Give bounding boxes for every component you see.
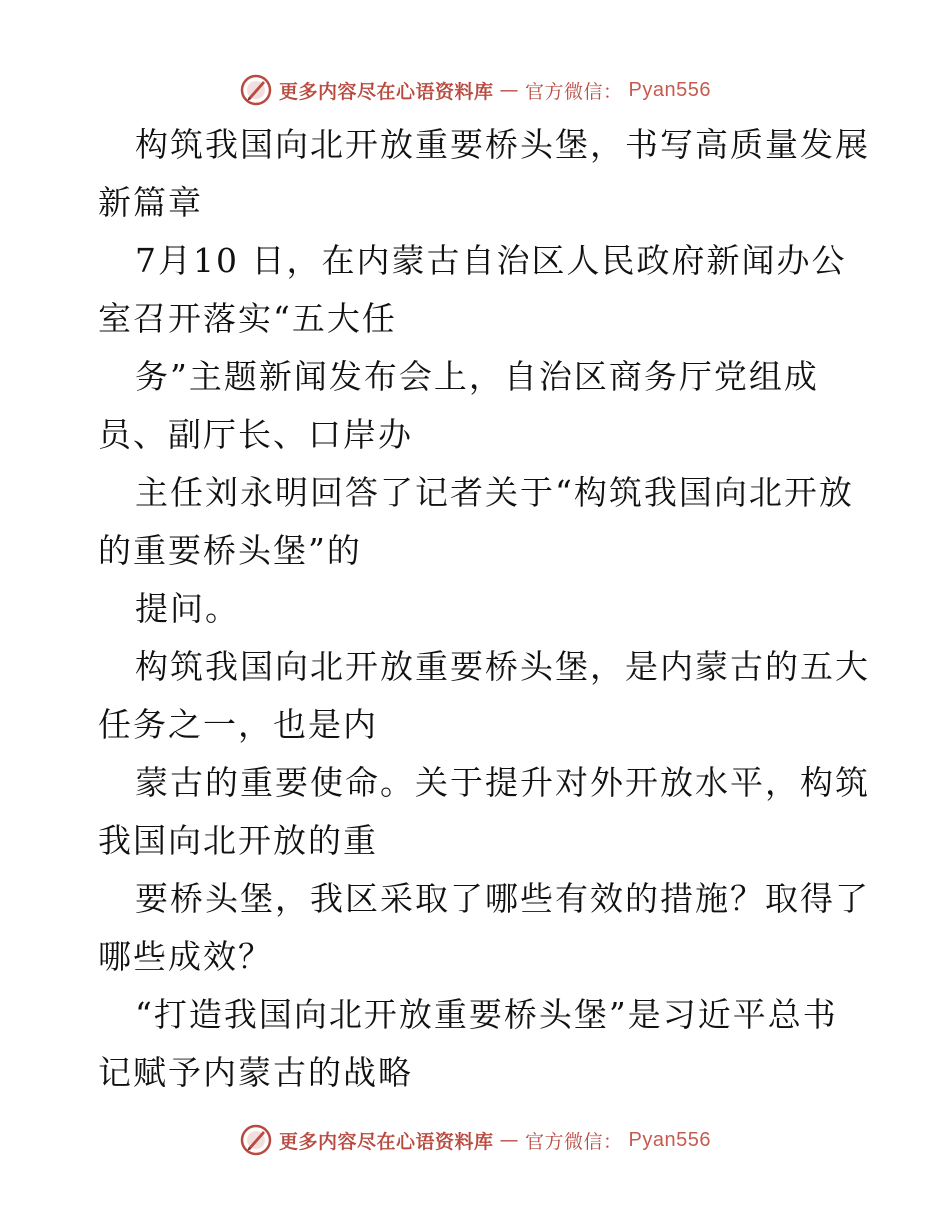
paragraph-line: 哪些成效？ bbox=[98, 937, 273, 976]
paragraph-line: 要桥头堡，我区采取了哪些有效的措施？取得了 bbox=[135, 879, 870, 918]
paragraph-line: 的重要桥头堡”的 bbox=[98, 531, 362, 570]
paragraph-line: 记赋予内蒙古的战略 bbox=[98, 1053, 413, 1092]
paragraph-line: 任务之一，也是内 bbox=[98, 705, 378, 744]
paragraph-line: 主任刘永明回答了记者关于“构筑我国向北开放 bbox=[135, 473, 854, 512]
watermark-label: 官方微信： bbox=[525, 80, 623, 103]
watermark-separator: — bbox=[499, 79, 520, 101]
paragraph-line: “打造我国向北开放重要桥头堡”是习近平总书 bbox=[135, 995, 838, 1034]
footer-watermark bbox=[0, 1120, 950, 1160]
paragraph-line: 构筑我国向北开放重要桥头堡，是内蒙古的五大 bbox=[135, 647, 870, 686]
watermark-site-text: 更多内容尽在心语资料库 bbox=[279, 1130, 494, 1153]
paragraph-line: 员、副厅长、口岸办 bbox=[98, 415, 413, 454]
paragraph-line: 室召开落实“五大任 bbox=[98, 299, 397, 338]
paragraph-line: 提问。 bbox=[135, 589, 240, 628]
watermark-label: 官方微信： bbox=[525, 1130, 623, 1153]
title-line-2: 新篇章 bbox=[98, 183, 203, 222]
quill-seal-icon bbox=[239, 73, 273, 107]
quill-seal-icon bbox=[239, 1123, 273, 1157]
paragraph-line: 务”主题新闻发布会上，自治区商务厅党组成 bbox=[135, 357, 819, 396]
watermark-separator: — bbox=[499, 1129, 520, 1151]
paragraph-line: 7月10 日，在内蒙古自治区人民政府新闻办公 bbox=[135, 241, 847, 280]
watermark-site-text: 更多内容尽在心语资料库 bbox=[279, 80, 494, 103]
paragraph-line: 我国向北开放的重 bbox=[98, 821, 378, 860]
title-line-1: 构筑我国向北开放重要桥头堡，书写高质量发展 bbox=[135, 125, 870, 164]
watermark-wechat-id: Pyan556 bbox=[628, 1128, 711, 1151]
watermark-wechat-id: Pyan556 bbox=[628, 78, 711, 101]
header-watermark bbox=[0, 70, 950, 110]
paragraph-line: 蒙古的重要使命。关于提升对外开放水平，构筑 bbox=[135, 763, 870, 802]
document-body bbox=[98, 116, 870, 1102]
